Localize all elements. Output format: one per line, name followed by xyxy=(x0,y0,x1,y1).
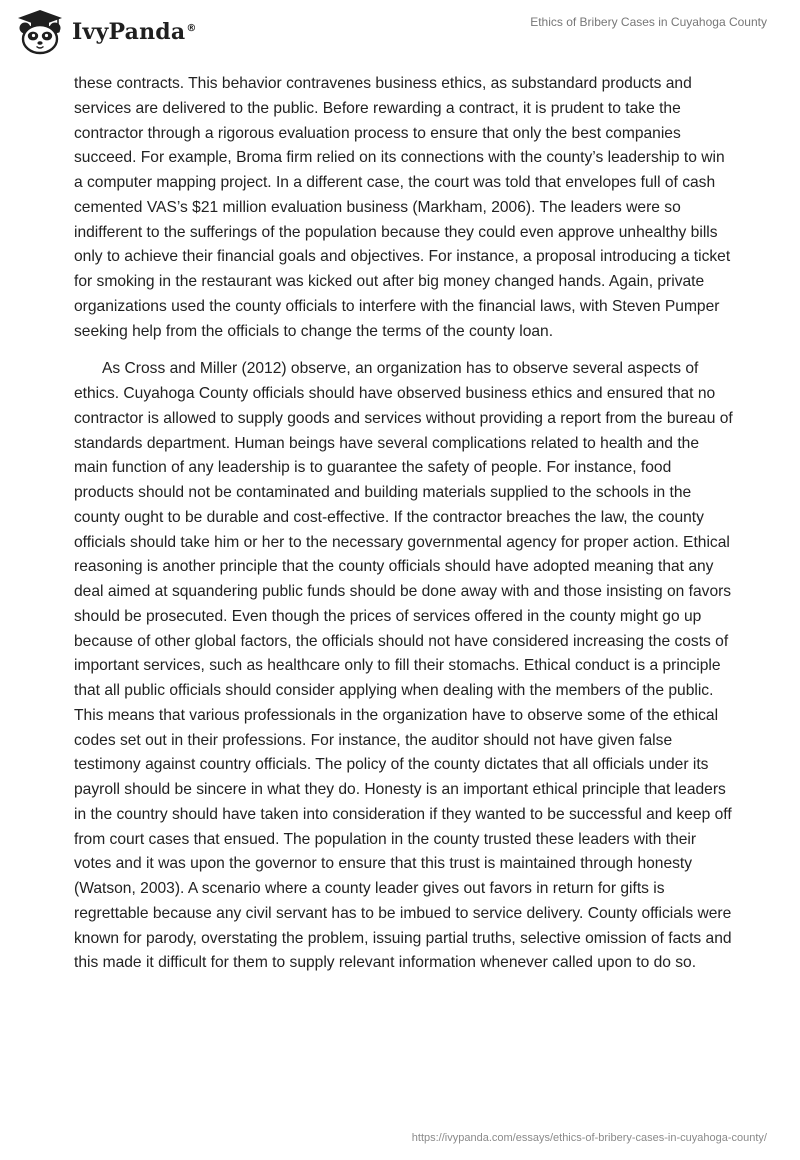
essay-paragraph-1: these contracts. This behavior contravenes business ethics, as substandard products and services are delivered to the public. Before rewarding a contract, it is prudent to take the contractor through a rigorous evaluation process to ensure that only the best companies succeed. For example, Broma firm relied on its connections with the county’s leadership to win a computer mapping project. In a different case, the court was told that envelopes full of cash cemented VAS’s $21 million evaluation business (Markham, 2006). The leaders were so indifferent to the sufferings of the population because they could even approve unhealthy bills only to achieve their financial goals and objectives. For instance, a proposal introducing a ticket for smoking in the restaurant was kicked out after big money changed hands. Again, private organizations used the county officials to interfere with the financial laws, with Steven Pumper seeking help from the officials to change the terms of the county loan. xyxy=(74,75,731,340)
registered-mark: ® xyxy=(186,22,197,34)
panda-graduate-icon xyxy=(14,8,66,56)
page-header xyxy=(0,0,800,66)
source-url-link[interactable]: https://ivypanda.com/essays/ethics-of-bribery-cases-in-cuyahoga-county/ xyxy=(411,1132,767,1144)
brand-name-text: IvyPanda xyxy=(72,19,186,45)
brand-name xyxy=(72,19,197,45)
essay-content xyxy=(74,72,734,976)
document-title: Ethics of Bribery Cases in Cuyahoga County xyxy=(530,15,767,29)
essay-paragraph-2: As Cross and Miller (2012) observe, an organization has to observe several aspects of ethics. Cuyahoga County officials should have observed business ethics and ensured that no contractor is allowed to supply goods and services without providing a report from the bureau of standards department. Human beings have several complications related to health and the main function of any leadership is to guarantee the safety of people. For instance, food products should not be contaminated and building materials supplied to the schools in the county ought to be durable and cost-effective. If the contractor breaches the law, the county officials should take him or her to the necessary governmental agency for proper action. Ethical reasoning is another principle that the county officials should have adopted meaning that any deal aimed at squandering public funds should be done away with and those insisting on favors should be prosecuted. Even though the prices of services offered in the county might go up because of other global factors, the officials should not have considered increasing the costs of important services, such as healthcare only to fill their stomachs. Ethical conduct is a principle that all public officials should consider applying when dealing with the members of the public. This means that various professionals in the organization have to observe some of the ethical codes set out in their professions. For instance, the auditor should not have given false testimony against country officials. The policy of the county dictates that all officials under its payroll should be sincere in what they do. Honesty is an important ethical principle that leaders in the country should have taken into consideration if they wanted to be successful and keep off from court cases that ensued. The population in the county trusted these leaders with their votes and it was upon the governor to ensure that this trust is maintained through honesty (Watson, 2003). A scenario where a county leader gives out favors in return for gifts is regrettable because any civil servant has to be imbued to service delivery. County officials were known for parody, overstating the problem, issuing partial truths, selective omission of facts and this made it difficult for them to supply relevant information whenever called upon to do so. xyxy=(74,360,733,972)
ivypanda-logo[interactable] xyxy=(14,8,197,56)
